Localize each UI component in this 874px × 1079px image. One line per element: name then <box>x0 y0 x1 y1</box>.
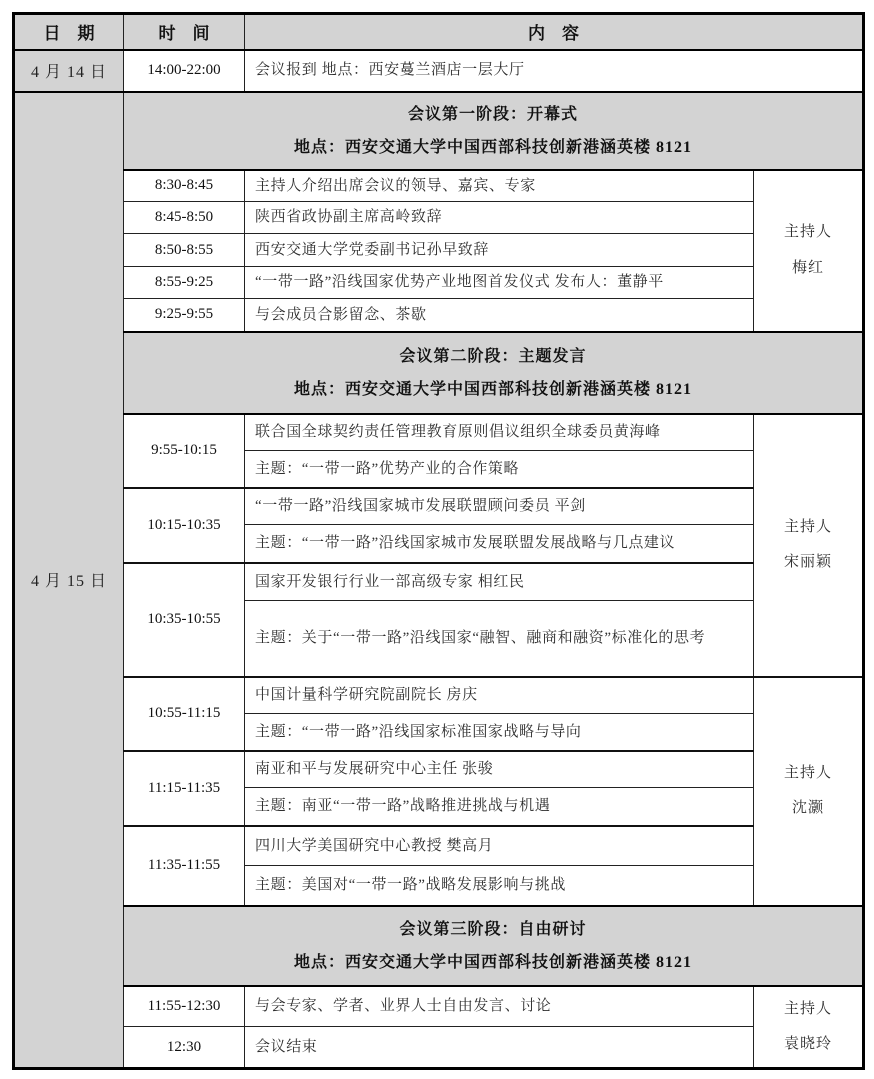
row-content: 陕西省政协副主席高岭致辞 <box>245 202 754 234</box>
section3-host-cell <box>754 986 864 1069</box>
day1-date: 4 月 14 日 <box>14 50 124 92</box>
row-content: 与会专家、学者、业界人士自由发言、讨论 <box>245 986 754 1027</box>
block-speaker: 南亚和平与发展研究中心主任 张骏 <box>245 751 754 788</box>
block-time: 10:55-11:15 <box>124 677 245 751</box>
row-time: 8:55-9:25 <box>124 267 245 299</box>
host-name: 梅红 <box>791 259 824 276</box>
row-time: 8:50-8:55 <box>124 234 245 267</box>
section3-header-row <box>14 906 864 986</box>
section2-stage-title: 会议第二阶段：主题发言 <box>399 347 587 365</box>
column-header-time: 时 间 <box>124 14 245 50</box>
block-speaker: 联合国全球契约责任管理教育原则倡议组织全球委员黄海峰 <box>245 414 754 451</box>
column-header-date: 日 期 <box>14 14 124 50</box>
row-content: 与会成员合影留念、茶歇 <box>245 299 754 332</box>
agenda-row <box>14 234 864 267</box>
row-time: 8:45-8:50 <box>124 202 245 234</box>
table-header-row <box>14 14 864 50</box>
section2-header <box>124 332 864 414</box>
section1-header-row <box>14 92 864 170</box>
section3-header <box>124 906 864 986</box>
agenda-row <box>14 299 864 332</box>
block-topic: 主题：美国对“一带一路”战略发展影响与挑战 <box>245 866 754 906</box>
block-topic: 主题：关于“一带一路”沿线国家“融智、融商和融资”标准化的思考 <box>245 601 754 677</box>
host-label: 主持人 <box>783 764 832 781</box>
agenda-block-speaker-row <box>14 563 864 601</box>
block-topic: 主题：“一带一路”沿线国家标准国家战略与导向 <box>245 714 754 751</box>
host-name: 沈灏 <box>791 800 824 816</box>
block-topic: 主题：“一带一路”沿线国家城市发展联盟发展战略与几点建议 <box>245 525 754 563</box>
agenda-row <box>14 1027 864 1069</box>
block-speaker: “一带一路”沿线国家城市发展联盟顾问委员 平剑 <box>245 488 754 525</box>
agenda-block-speaker-row <box>14 414 864 451</box>
column-header-content: 内 容 <box>245 14 864 50</box>
agenda-row <box>14 267 864 299</box>
agenda-table <box>12 12 865 1070</box>
row-time: 12:30 <box>124 1027 245 1069</box>
section2-host2-cell <box>754 677 864 906</box>
section2-location: 地点：西安交通大学中国西部科技创新港涵英楼 8121 <box>293 380 692 398</box>
host-name: 宋丽颖 <box>783 554 832 570</box>
day1-row <box>14 50 864 92</box>
agenda-block-speaker-row <box>14 677 864 714</box>
agenda-block-speaker-row <box>14 826 864 866</box>
section1-location: 地点：西安交通大学中国西部科技创新港涵英楼 8121 <box>293 138 692 156</box>
block-time: 10:15-10:35 <box>124 488 245 563</box>
host-label: 主持人 <box>783 518 832 535</box>
section3-location: 地点：西安交通大学中国西部科技创新港涵英楼 8121 <box>293 953 692 971</box>
block-topic: 主题：南亚“一带一路”战略推进挑战与机遇 <box>245 788 754 826</box>
host-name: 袁晓玲 <box>783 1035 832 1052</box>
row-time: 9:25-9:55 <box>124 299 245 332</box>
day1-time: 14:00-22:00 <box>124 50 245 92</box>
section1-header <box>124 92 864 170</box>
row-content: 西安交通大学党委副书记孙早致辞 <box>245 234 754 267</box>
host-label: 主持人 <box>783 224 832 241</box>
row-content: 主持人介绍出席会议的领导、嘉宾、专家 <box>245 170 754 202</box>
row-content: “一带一路”沿线国家优势产业地图首发仪式 发布人：董静平 <box>245 267 754 299</box>
row-content: 会议结束 <box>245 1027 754 1069</box>
section2-header-row <box>14 332 864 414</box>
agenda-block-speaker-row <box>14 751 864 788</box>
block-topic: 主题：“一带一路”优势产业的合作策略 <box>245 451 754 488</box>
block-time: 9:55-10:15 <box>124 414 245 488</box>
block-time: 10:35-10:55 <box>124 563 245 677</box>
row-time: 8:30-8:45 <box>124 170 245 202</box>
block-time: 11:35-11:55 <box>124 826 245 906</box>
section1-stage-title: 会议第一阶段：开幕式 <box>407 105 578 123</box>
block-speaker: 国家开发银行行业一部高级专家 相红民 <box>245 563 754 601</box>
block-time: 11:15-11:35 <box>124 751 245 826</box>
host-label: 主持人 <box>783 1000 832 1017</box>
day1-content: 会议报到 地点：西安蔓兰酒店一层大厅 <box>245 50 864 92</box>
agenda-row <box>14 202 864 234</box>
agenda-row <box>14 986 864 1027</box>
agenda-row <box>14 170 864 202</box>
row-time: 11:55-12:30 <box>124 986 245 1027</box>
block-speaker: 四川大学美国研究中心教授 樊高月 <box>245 826 754 866</box>
section1-host-cell <box>754 170 864 332</box>
block-speaker: 中国计量科学研究院副院长 房庆 <box>245 677 754 714</box>
section2-host1-cell <box>754 414 864 677</box>
agenda-block-speaker-row <box>14 488 864 525</box>
day2-date: 4 月 15 日 <box>14 92 124 1069</box>
section3-stage-title: 会议第三阶段：自由研讨 <box>399 920 587 938</box>
